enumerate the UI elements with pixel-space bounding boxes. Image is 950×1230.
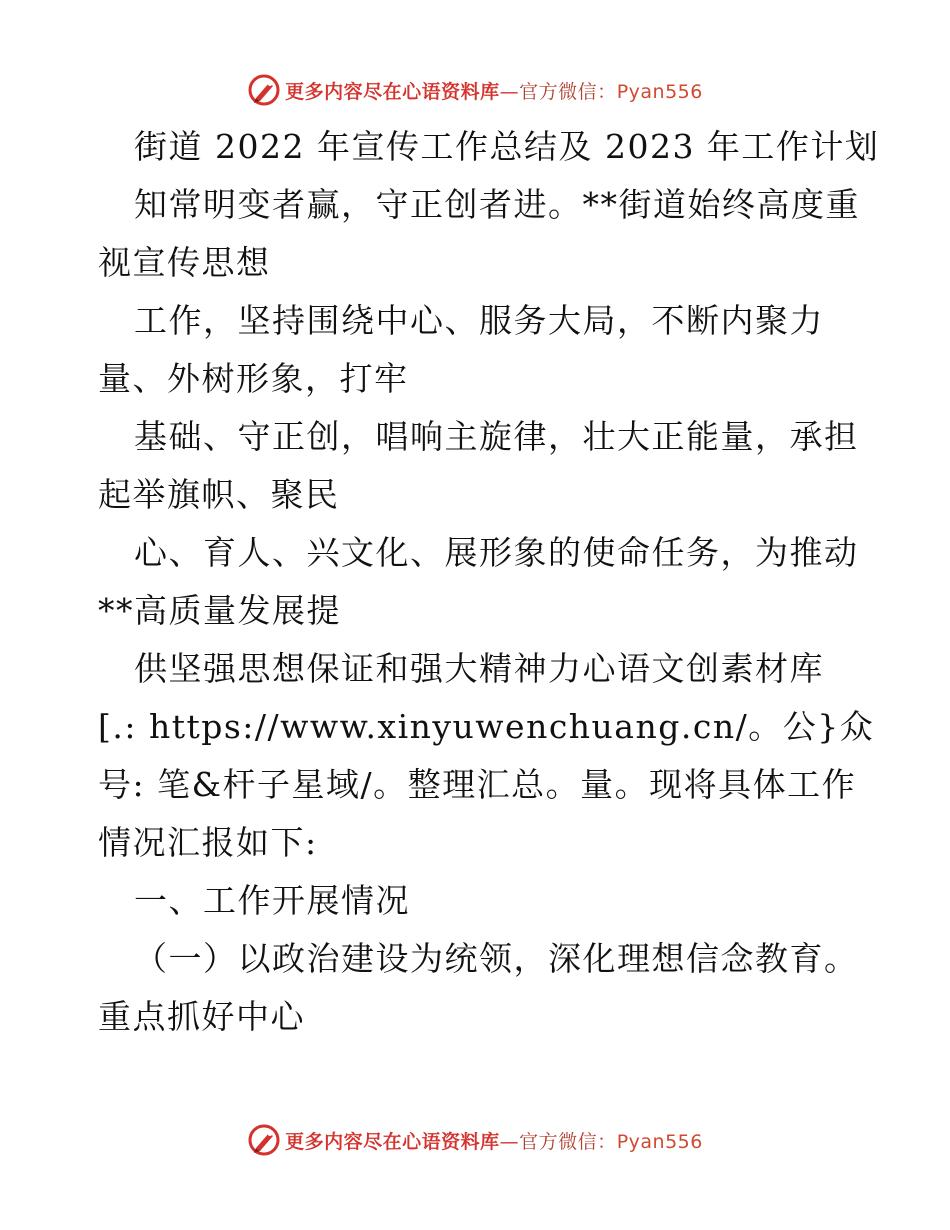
paragraph-line: 知常明变者赢，守正创者进。**街道始终高度重 — [134, 185, 860, 224]
section-heading: 一、工作开展情况 — [134, 881, 410, 920]
header-official-label: 官方微信： — [519, 80, 617, 103]
paragraph-line: 心、育人、兴文化、展形象的使命任务，为推动 — [134, 533, 859, 572]
paragraph-line: 基础、守正创，唱响主旋律，壮大正能量，承担 — [134, 417, 859, 456]
paragraph-line: 供坚强思想保证和强大精神力心语文创素材库 — [134, 649, 824, 688]
header-wechat-id: Pyan556 — [616, 80, 703, 103]
paragraph-line: 情况汇报如下: — [98, 823, 318, 862]
paragraph-line: [.: https://www.xinyuwenchuang.cn/。公}众 — [98, 707, 875, 746]
footer-banner-text — [285, 1127, 703, 1154]
document-title: 街道 2022 年宣传工作总结及 2023 年工作计划 — [134, 127, 880, 166]
paragraph-line: 起举旗帜、聚民 — [98, 475, 340, 514]
paragraph-line: 重点抓好中心 — [98, 997, 305, 1036]
paragraph-line: 工作，坚持围绕中心、服务大局，不断内聚力 — [134, 301, 824, 340]
paragraph-line: 号: 笔&杆子星域/。整理汇总。量。现将具体工作 — [98, 765, 857, 804]
document-body — [98, 118, 880, 1046]
paragraph-line: 量、外树形象，打牢 — [98, 359, 409, 398]
header-banner — [0, 70, 950, 110]
paragraph-line: 视宣传思想 — [98, 243, 271, 282]
footer-brand-text: 更多内容尽在心语资料库 — [285, 1130, 500, 1153]
footer-official-label: 官方微信： — [519, 1130, 617, 1153]
footer-wechat-id: Pyan556 — [616, 1130, 703, 1153]
footer-banner — [0, 1120, 950, 1160]
footer-separator: — — [499, 1130, 520, 1153]
pen-logo-icon — [247, 73, 281, 107]
pen-logo-icon — [247, 1123, 281, 1157]
paragraph-line: **高质量发展提 — [98, 591, 341, 630]
header-banner-text — [285, 77, 703, 104]
header-separator: — — [499, 80, 520, 103]
subsection-heading: （一）以政治建设为统领，深化理想信念教育。 — [134, 939, 859, 978]
header-brand-text: 更多内容尽在心语资料库 — [285, 80, 500, 103]
